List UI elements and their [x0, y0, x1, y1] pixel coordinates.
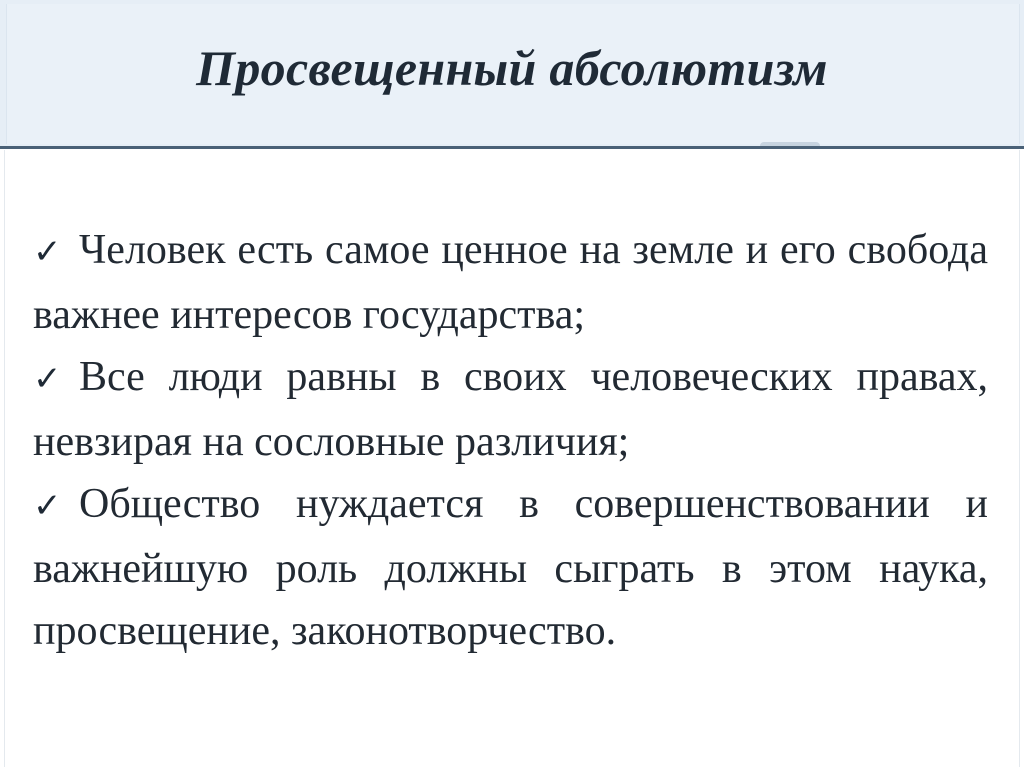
header-divider	[0, 146, 1024, 149]
bullet-text: Все люди равны в своих человеческих правах, невзирая на сословные различия;	[33, 354, 988, 465]
checkmark-icon: ✓	[33, 232, 62, 272]
checkmark-icon: ✓	[33, 486, 62, 526]
divider-accent	[760, 142, 820, 146]
bullet-list	[33, 219, 988, 663]
bullet-text: Общество нуждается в совершенствовании и важнейшую роль должны сыграть в этом наука, просвещение, законотворчество.	[33, 481, 988, 654]
bullet-item	[33, 473, 988, 663]
bullet-item	[33, 346, 988, 473]
bullet-text: Человек есть самое ценное на земле и его свобода важнее интересов государства;	[33, 227, 988, 338]
checkmark-icon: ✓	[33, 359, 62, 399]
slide-title: Просвещенный абсолютизм	[196, 40, 828, 96]
bullet-item	[33, 219, 988, 346]
